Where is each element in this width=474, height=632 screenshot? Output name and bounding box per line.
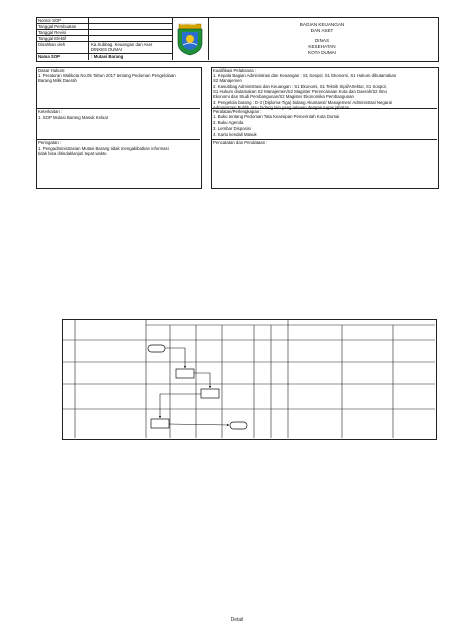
header-label-nomor: Nomor SOP bbox=[38, 18, 62, 23]
peralatan-item: 3. Lembar Disposisi bbox=[213, 126, 251, 131]
keterkaitan-item: 1. SOP Mutasi Barang Masuk Keluar bbox=[38, 115, 109, 120]
kualifikasi-item: S1 Hukum diutamakan S2 Manajemen/S2 Magister Perencanaan Kota dan Daerah/S2 Ilmu bbox=[213, 89, 387, 94]
header-value-nama: : Mutasi Barang bbox=[91, 54, 124, 59]
peringatan-item: 1. Pengadministrasian Mutasi Barang tidak mengakibatkan informasi bbox=[38, 146, 169, 151]
peralatan-item: 4. Kartu kendali Masuk bbox=[213, 132, 257, 137]
kualifikasi-item: 1. Kepala Bagian Administrasi dan Keuangan : S1 Sospol, S1 Ekonomi, S1 Hukum dibutamakan bbox=[213, 73, 397, 78]
department-line: DAN ASET bbox=[310, 28, 334, 33]
header-label-nama: Nama SOP bbox=[38, 54, 60, 59]
peralatan-item: 2. Buku Agenda bbox=[213, 120, 244, 125]
peringatan-item: tidak bisa ditindaklanjuti tepat waktu bbox=[38, 151, 107, 156]
flow-process-box bbox=[201, 389, 219, 398]
peralatan-title: Peralatan/Perlengkapan : bbox=[213, 109, 262, 114]
logo-banner-text: KOTA DUMAI bbox=[180, 23, 197, 26]
kualifikasi-item: 2. Kasubbag Administrasi dan Keuangan : S1 Ekonomi, S1 Teknik Sipil/Artektur, S1 Sospol, bbox=[213, 84, 387, 89]
kualifikasi-item: S2 Manajemen bbox=[213, 78, 242, 83]
header-label-pembuatan: Tanggal Pembuatan bbox=[38, 24, 77, 29]
header-label-disahkan: Disahkan oleh bbox=[38, 42, 66, 47]
flow-process-box bbox=[151, 419, 169, 428]
kualifikasi-item: Ekonomi dan Studi Pembangunan/S2 Magister Ekonomika Pembangunan bbox=[213, 94, 354, 99]
department-line: KESEHATAN bbox=[308, 44, 336, 49]
peringatan-title: Peringatan : bbox=[38, 140, 62, 145]
detail-label: Detail bbox=[230, 617, 244, 623]
dasar-hukum-item: 1. Peraturan Walikota No.05 Tahun 2017 tentang Pedoman Pengelolaan bbox=[38, 73, 176, 78]
pencatatan-title: Pencatatan dan Pendataan : bbox=[213, 140, 268, 145]
kualifikasi-title: Kualifikasi Pelaksana : bbox=[213, 68, 256, 73]
peralatan-item: 1. Buku tentang Pedoman Tata Kearsipan Pemerintah Kota Dumai bbox=[213, 114, 340, 119]
header-label-revisi: Tanggal Revisi bbox=[38, 30, 66, 35]
flow-end-terminator bbox=[230, 422, 247, 429]
dasar-hukum-item: Barang Milik Daerah bbox=[38, 78, 77, 83]
dasar-hukum-title: Dasar Hukum: bbox=[38, 68, 66, 73]
department-line: DINAS bbox=[314, 38, 330, 43]
department-line: KOTA DUMAI bbox=[308, 50, 336, 55]
flow-process-box bbox=[176, 369, 194, 378]
header-label-efektif: Tanggal Efektif bbox=[38, 36, 67, 41]
kualifikasi-item: Administrasi Publik atau bidang lain yang relevan dengan tugas jabatan bbox=[213, 105, 350, 110]
department-line: BAGIAN KEUANGAN bbox=[299, 22, 345, 27]
keterkaitan-title: Keterkaitan : bbox=[38, 109, 63, 114]
flow-start-terminator bbox=[148, 345, 165, 352]
header-value-disahkan: Ka.Subbag. Keuangan dan Aset DINKES DUMAI bbox=[91, 42, 153, 52]
kualifikasi-item: 3. Pengelola barang : D-3 (Diploma-Tiga) bidang Akuntansi/ Manajemen/ Administrasi Negara/ bbox=[213, 100, 393, 105]
